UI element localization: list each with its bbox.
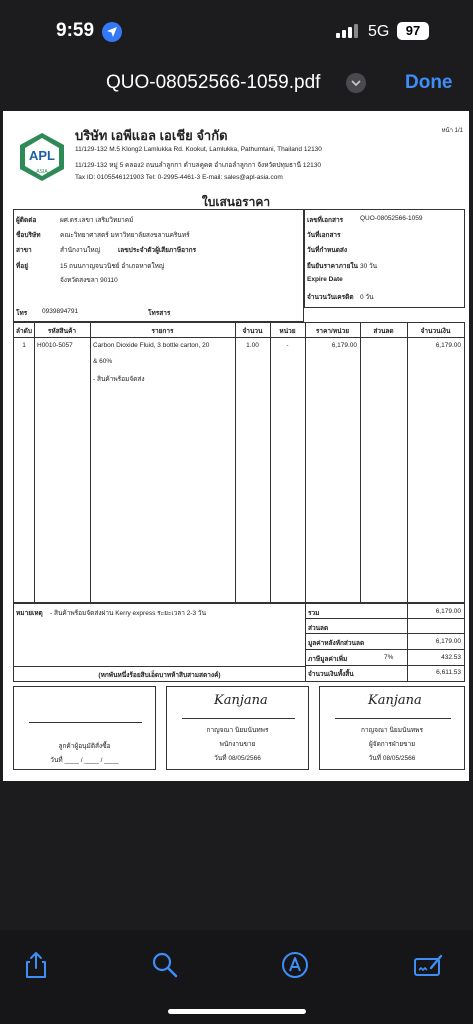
credit-value: 0 วัน	[360, 294, 374, 301]
col-header-amount: จำนวนเงิน	[420, 328, 451, 335]
company-address-en: 11/129-132 M.5 Klong2 Lamlukka Rd. Kookut, Lamlukka, Pathumtani, Thailand 12130	[75, 146, 322, 153]
due-label: วันที่กำหนดส่ง	[307, 247, 348, 254]
share-icon[interactable]	[21, 950, 51, 980]
grand-total-value: 6,611.53	[436, 669, 461, 676]
col-header-desc: รายการ	[151, 328, 174, 335]
customer-info-box	[13, 209, 304, 322]
svg-text:APL: APL	[29, 148, 55, 163]
manager-signature-box	[319, 686, 465, 770]
home-indicator[interactable]	[168, 1009, 306, 1014]
document-heading: ใบเสนอราคา	[201, 195, 271, 209]
manager-name: กาญจณา นิยมนันทพร	[361, 727, 423, 734]
sales-name: กาญจณา นิยมนันทพร	[206, 727, 269, 734]
validity-label: ยืนยันราคาภายใน	[307, 263, 359, 270]
title-bar	[0, 62, 473, 106]
done-button[interactable]: Done	[405, 72, 453, 93]
expire-label: Expire Date	[307, 276, 343, 283]
signal-icon	[336, 24, 358, 38]
row-amount: 6,179.00	[435, 342, 461, 349]
sales-signature-box	[166, 686, 309, 770]
company-value: คณะวิทยาศาสตร์ มหาวิทยาลัยสงขลานครินทร์	[60, 232, 190, 239]
row-desc-line-2: & 60%	[93, 358, 113, 365]
vat-rate: 7%	[384, 654, 394, 661]
col-header-discount: ส่วนลด	[373, 328, 394, 335]
company-address-th: 11/129-132 หมู่ 5 คลอง2 ถนนลำลูกกา ตำบลคูคต อำเภอลำลูกกา จังหวัดปทุมธานี 12130	[75, 162, 321, 169]
customer-signature-box	[13, 686, 156, 770]
address-line-2: จังหวัดสงขลา 90110	[60, 277, 118, 284]
svg-text:ASIA: ASIA	[36, 169, 48, 175]
manager-date: วันที่ 08/05/2566	[368, 755, 416, 762]
items-table	[13, 322, 465, 603]
after-discount-label: มูลค่าหลังหักส่วนลด	[308, 640, 365, 647]
attention-label: ผู้ติดต่อ	[16, 217, 37, 224]
phone-value: 0939894791	[42, 308, 79, 315]
company-logo	[16, 131, 68, 183]
grand-total-label: จำนวนเงินทั้งสิ้น	[308, 671, 354, 678]
chevron-down-icon[interactable]	[346, 73, 366, 93]
branch-value: สำนักงานใหญ่	[60, 247, 101, 254]
row-no: 1	[22, 342, 26, 349]
row-price: 6,179.00	[331, 342, 357, 349]
document-info-box	[304, 209, 465, 308]
col-header-unit: หน่วย	[279, 328, 296, 335]
sales-role: พนักงานขาย	[219, 741, 256, 748]
company-contact: Tax ID: 0105546121903 Tel: 0-2995-4461-3 E-mail: sales@apl-asia.com	[75, 174, 283, 181]
row-code: H0010-5057	[37, 342, 73, 349]
company-label: ชื่อบริษัท	[16, 232, 41, 239]
after-discount-value: 6,179.00	[435, 638, 461, 645]
branch-label: สาขา	[16, 247, 32, 254]
network-type: 5G	[368, 23, 390, 40]
remark-text: - สินค้าพร้อมจัดส่งผ่าน Kerry express ระยะเวลา 2-3 วัน	[50, 610, 207, 617]
manager-signature: Kanjana	[368, 693, 422, 708]
vat-label: ภาษีมูลค่าเพิ่ม	[308, 656, 348, 663]
markup-icon[interactable]	[280, 950, 310, 980]
row-desc-line-3: - สินค้าพร้อมจัดส่ง	[93, 376, 145, 383]
remark-label: หมายเหตุ	[16, 610, 43, 617]
fax-label: โทรสาร	[148, 310, 171, 317]
sign-icon[interactable]	[413, 950, 443, 980]
address-line-1: 15 ถนนกาญจนวนิชย์ อำเภอหาดใหญ่	[60, 263, 165, 270]
customer-date: วันที่ ____ / ____ / ____	[50, 757, 119, 764]
address-label: ที่อยู่	[16, 263, 28, 270]
customer-approver-label: ลูกค้าผู้อนุมัติสั่งซื้อ	[58, 743, 111, 750]
taxid-label: เลขประจำตัวผู้เสียภาษีอากร	[118, 247, 197, 254]
document-title[interactable]: QUO-08052566-1059.pdf	[106, 72, 321, 93]
manager-role: ผู้จัดการฝ่ายขาย	[368, 741, 416, 748]
validity-value: 30 วัน	[360, 263, 378, 270]
vat-value: 432.53	[441, 654, 461, 661]
status-time: 9:59	[56, 20, 95, 41]
row-unit: -	[286, 342, 289, 349]
col-header-qty: จำนวน	[242, 328, 263, 335]
credit-label: จำนวนวันเครดิต	[307, 294, 354, 301]
pdf-page	[3, 111, 469, 781]
location-icon	[102, 22, 122, 42]
search-icon[interactable]	[150, 950, 180, 980]
discount-label: ส่วนลด	[308, 625, 329, 632]
company-name: บริษัท เอพีแอล เอเชีย จำกัด	[75, 128, 228, 143]
subtotal-value: 6,179.00	[435, 608, 461, 615]
row-desc-line-1: Carbon Dioxide Fluid, 3 bottle carton, 20	[93, 342, 210, 349]
col-header-no: ลำดับ	[16, 328, 32, 335]
sales-date: วันที่ 08/05/2566	[214, 755, 261, 762]
page-number: หน้า 1/1	[441, 128, 463, 134]
status-bar	[0, 0, 473, 60]
col-header-code: รหัสสินค้า	[47, 328, 77, 335]
date-label: วันที่เอกสาร	[307, 232, 341, 239]
phone-label: โทร	[16, 310, 28, 317]
summary-box	[13, 603, 465, 682]
attention-value: ผศ.ดร.เลขา เสริมวิทยาคม์	[60, 217, 134, 224]
col-header-price: ราคา/หน่วย	[315, 328, 350, 335]
row-qty: 1.00	[246, 342, 259, 349]
docno-label: เลขที่เอกสาร	[307, 217, 344, 224]
subtotal-label: รวม	[308, 610, 320, 617]
amount-in-words: (หกพันหนึ่งร้อยสิบเอ็ดบาทห้าสิบสามสตางค์)	[98, 672, 221, 679]
sales-signature: Kanjana	[214, 693, 268, 708]
docno-value: QUO-08052566-1059	[360, 215, 423, 222]
battery-icon: 97	[397, 22, 429, 40]
